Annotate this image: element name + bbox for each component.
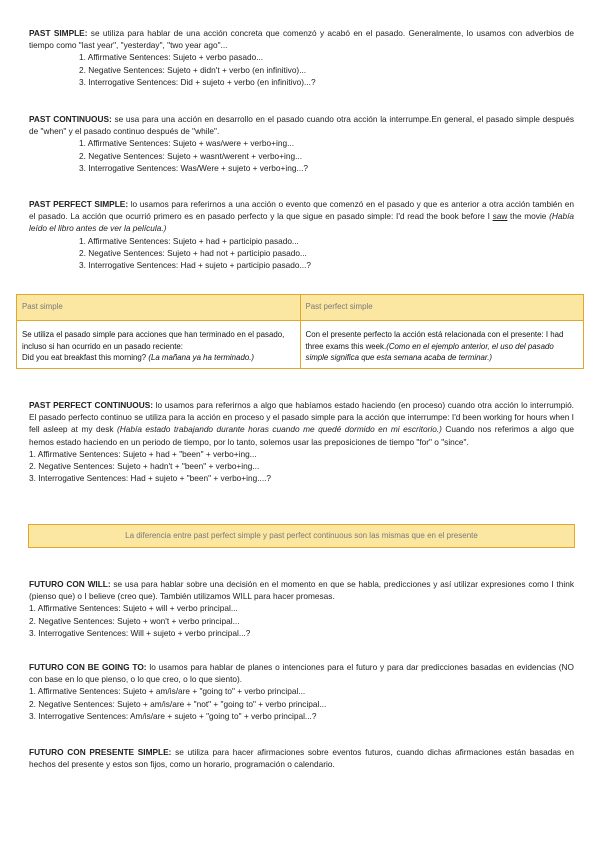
translation-note: (Había estado trabajando durante horas cuando me quedé dormido en mi escritorio.) <box>117 424 442 435</box>
list-item: 1. Affirmative Sentences: Sujeto + am/is/are + "going to" + verbo principal... <box>29 686 306 697</box>
section-paragraph: PAST SIMPLE: se utiliza para hablar de una acción concreta que comenzó y acabó en el pasado. Generalmente, lo usamos con adverbios de tiempo como "last year", "yesterday", "two year ago"... <box>29 28 574 51</box>
section-title: FUTURO CON BE GOING TO: <box>29 662 147 672</box>
list-item: 2. Negative Sentences: Sujeto + didn't + verbo (en infinitivo)... <box>79 64 307 75</box>
rules-list <box>29 235 574 272</box>
list-item: 3. Interrogative Sentences: Had + sujeto + "been" + verbo+ing....? <box>29 473 272 484</box>
section-futuro-will <box>29 578 574 639</box>
note-box: La diferencia entre past perfect simple y past perfect continuous son las mismas que en el presente <box>28 524 575 548</box>
list-item: 1. Affirmative Sentences: Sujeto + had + "been" + verbo+ing... <box>29 448 257 459</box>
rules-list <box>29 685 574 722</box>
section-title: PAST PERFECT SIMPLE: <box>29 199 129 209</box>
section-title: FUTURO CON WILL: <box>29 579 111 589</box>
comparison-table <box>16 294 584 369</box>
list-item: 3. Interrogative Sentences: Did + sujeto + verbo (en infinitivo)...? <box>79 76 316 87</box>
list-item: 2. Negative Sentences: Sujeto + hadn't + "been" + verbo+ing... <box>29 461 260 472</box>
rules-list <box>29 602 574 639</box>
table-row <box>17 321 584 369</box>
list-item: 1. Affirmative Sentences: Sujeto + will + verbo principal... <box>29 603 238 614</box>
section-title: PAST CONTINUOUS: <box>29 114 112 124</box>
section-title: PAST SIMPLE: <box>29 28 88 38</box>
section-past-perfect-continuous <box>29 399 574 484</box>
list-item: 2. Negative Sentences: Sujeto + had not + participio pasado... <box>79 247 307 258</box>
table-header-past-perfect-simple: Past perfect simple <box>300 295 584 321</box>
section-past-continuous <box>29 113 574 174</box>
list-item: 2. Negative Sentences: Sujeto + wasnt/werent + verbo+ing... <box>79 150 302 161</box>
list-item: 1. Affirmative Sentences: Sujeto + verbo pasado... <box>79 52 264 63</box>
table-cell-past-perfect-simple: Con el presente perfecto la acción está relacionada con el presente: I had three exams this week.(Como en el ejemplo anterior, el uso del pasado simple significa que esta semana acaba de terminar.) <box>300 321 584 369</box>
table-header-row <box>17 295 584 321</box>
section-past-simple <box>29 27 574 88</box>
list-item: 3. Interrogative Sentences: Will + sujeto + verbo principal...? <box>29 627 251 638</box>
underlined-word: saw <box>492 211 508 222</box>
list-item: 3. Interrogative Sentences: Had + sujeto + participio pasado...? <box>79 260 311 271</box>
rules-list <box>29 137 574 174</box>
list-item: 1. Affirmative Sentences: Sujeto + was/were + verbo+ing... <box>79 138 294 149</box>
section-paragraph: FUTURO CON BE GOING TO: lo usamos para hablar de planes o intenciones para el futuro y para dar predicciones basadas en evidencias (NO con base en lo que pienso, o lo que creo, o lo que siento). <box>29 662 574 685</box>
list-item: 2. Negative Sentences: Sujeto + won't + verbo principal... <box>29 615 240 626</box>
section-title: PAST PERFECT CONTINUOUS: <box>29 400 154 410</box>
section-past-perfect-simple <box>29 198 574 271</box>
table-cell-past-simple: Se utiliza el pasado simple para acciones que han terminado en el pasado, incluso si han ocurrido en un pasado reciente: Did you eat breakfast this morning? (La mañana ya ha terminado.) <box>17 321 301 369</box>
table-header-past-simple: Past simple <box>17 295 301 321</box>
section-title: FUTURO CON PRESENTE SIMPLE: <box>29 747 172 757</box>
section-futuro-going-to <box>29 661 574 722</box>
section-paragraph: PAST PERFECT CONTINUOUS: lo usamos para referirnos a algo que habíamos estado haciendo (en proceso) cuando otra acción lo interrumpió. El pasado perfecto continuo se utiliza para la acción en proceso y el pasado simple para la acción que interrumpe: I'd been working for hours when I fell asleep at my desk (Había estado trabajando durante horas cuando me quedé dormido en mi escritorio.) Cuando nos referimos a algo que hemos estado haciendo en un periodo de tiempo, por lo tanto, solemos usar las preposiciones de tiempo "for" o "since". <box>29 400 574 447</box>
translation-note: (Había leído el libro antes de ver la película.) <box>29 211 574 234</box>
rules-list <box>29 51 574 88</box>
section-paragraph: PAST CONTINUOUS: se usa para una acción en desarrollo en el pasado cuando otra acción la interrumpe.En general, el pasado simple después de "when" y el pasado continuo después de "while". <box>29 114 574 137</box>
list-item: 3. Interrogative Sentences: Was/Were + sujeto + verbo+ing...? <box>79 162 308 173</box>
section-futuro-presente-simple <box>29 746 574 770</box>
section-paragraph: FUTURO CON WILL: se usa para hablar sobre una decisión en el momento en que se habla, predicciones y así utilizar expresiones como I think (pienso que) o I believe (creo que). También utilizamos WILL para hacer promesas. <box>29 579 574 602</box>
rules-list <box>29 448 574 485</box>
list-item: 1. Affirmative Sentences: Sujeto + had + participio pasado... <box>79 235 299 246</box>
section-paragraph: FUTURO CON PRESENTE SIMPLE: se utiliza para hacer afirmaciones sobre eventos futuros, cuando dichas afirmaciones están basadas en hechos del presente y estos son fijos, como un horario, programación o calendario. <box>29 747 574 770</box>
list-item: 3. Interrogative Sentences: Am/is/are + sujeto + "going to" + verbo principal...? <box>29 710 317 721</box>
section-paragraph: PAST PERFECT SIMPLE: lo usamos para referirnos a una acción o evento que comenzó en el pasado y que es anterior a otra acción también en el pasado. La acción que ocurrió primero es en pasado perfecto y la que sigue en pasado simple: I'd read the book before I saw the movie (Había leído el libro antes de ver la película.) <box>29 199 574 234</box>
list-item: 2. Negative Sentences: Sujeto + am/is/are + "not" + "going to" + verbo principal... <box>29 698 327 709</box>
